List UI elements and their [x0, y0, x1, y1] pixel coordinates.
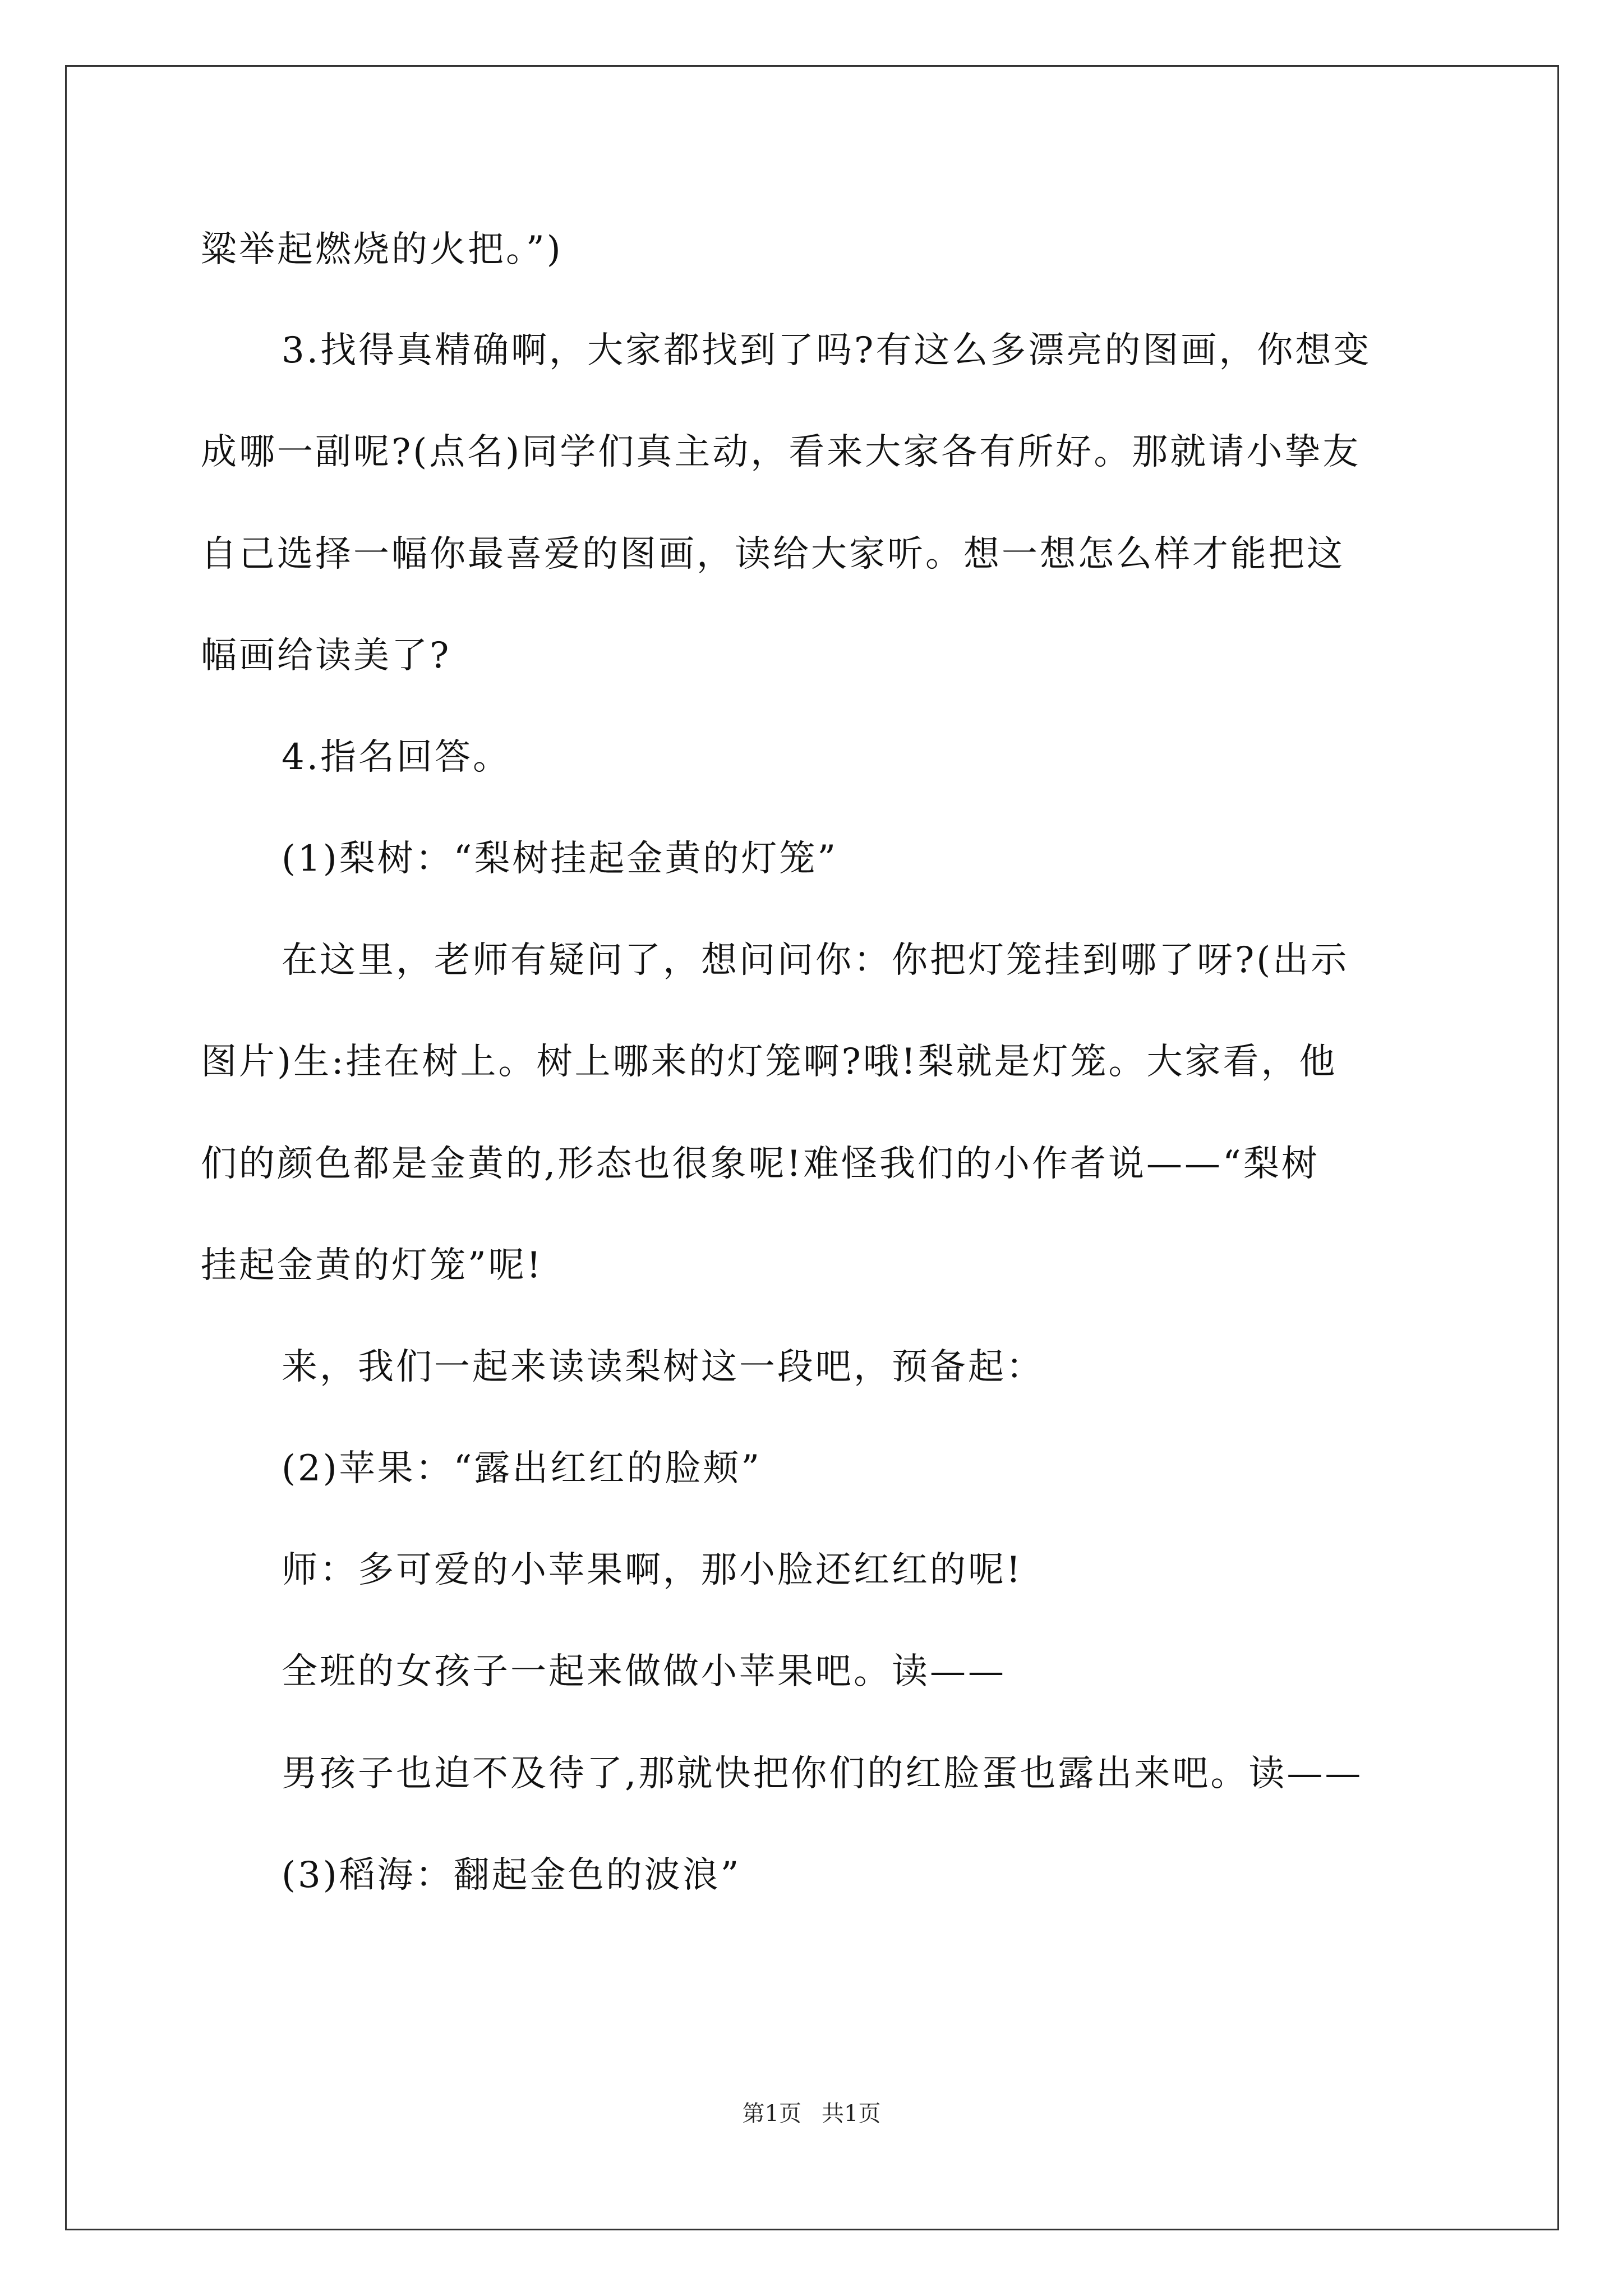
text-line: 幅画给读美了? [201, 635, 451, 677]
text-line: (1)梨树：“梨树挂起金黄的灯笼” [282, 838, 838, 880]
text-line: 在这里，老师有疑问了，想问问你：你把灯笼挂到哪了呀?(出示 [282, 940, 1349, 981]
text-line: 3.找得真精确啊，大家都找到了吗?有这么多漂亮的图画，你想变 [282, 330, 1372, 371]
text-line: 全班的女孩子一起来做做小苹果吧。读—— [282, 1651, 1006, 1692]
page-number: 第1页 [742, 2101, 801, 2127]
text-line: 成哪一副呢?(点名)同学们真主动，看来大家各有所好。那就请小挚友 [201, 431, 1361, 473]
text-line: 们的颜色都是金黄的,形态也很象呢!难怪我们的小作者说——“梨树 [201, 1143, 1320, 1185]
text-line: 粱举起燃烧的火把。”) [201, 229, 563, 270]
text-line: 自己选择一幅你最喜爱的图画，读给大家听。想一想怎么样才能把这 [201, 533, 1345, 575]
text-line: 图片)生:挂在树上。树上哪来的灯笼啊?哦!梨就是灯笼。大家看，他 [201, 1041, 1338, 1083]
text-line: 来，我们一起来读读梨树这一段吧，预备起： [282, 1346, 1044, 1388]
text-line: 男孩子也迫不及待了,那就快把你们的红脸蛋也露出来吧。读—— [282, 1753, 1363, 1795]
text-line: (3)稻海：翻起金色的波浪” [282, 1855, 741, 1896]
text-line: 师：多可爱的小苹果啊，那小脸还红红的呢! [282, 1549, 1023, 1591]
text-line: 4.指名回答。 [282, 737, 511, 778]
page-total: 共1页 [822, 2101, 881, 2127]
page-footer [0, 2098, 1623, 2129]
text-line: 挂起金黄的灯笼”呢! [201, 1245, 543, 1286]
text-line: (2)苹果：“露出红红的脸颊” [282, 1448, 762, 1489]
